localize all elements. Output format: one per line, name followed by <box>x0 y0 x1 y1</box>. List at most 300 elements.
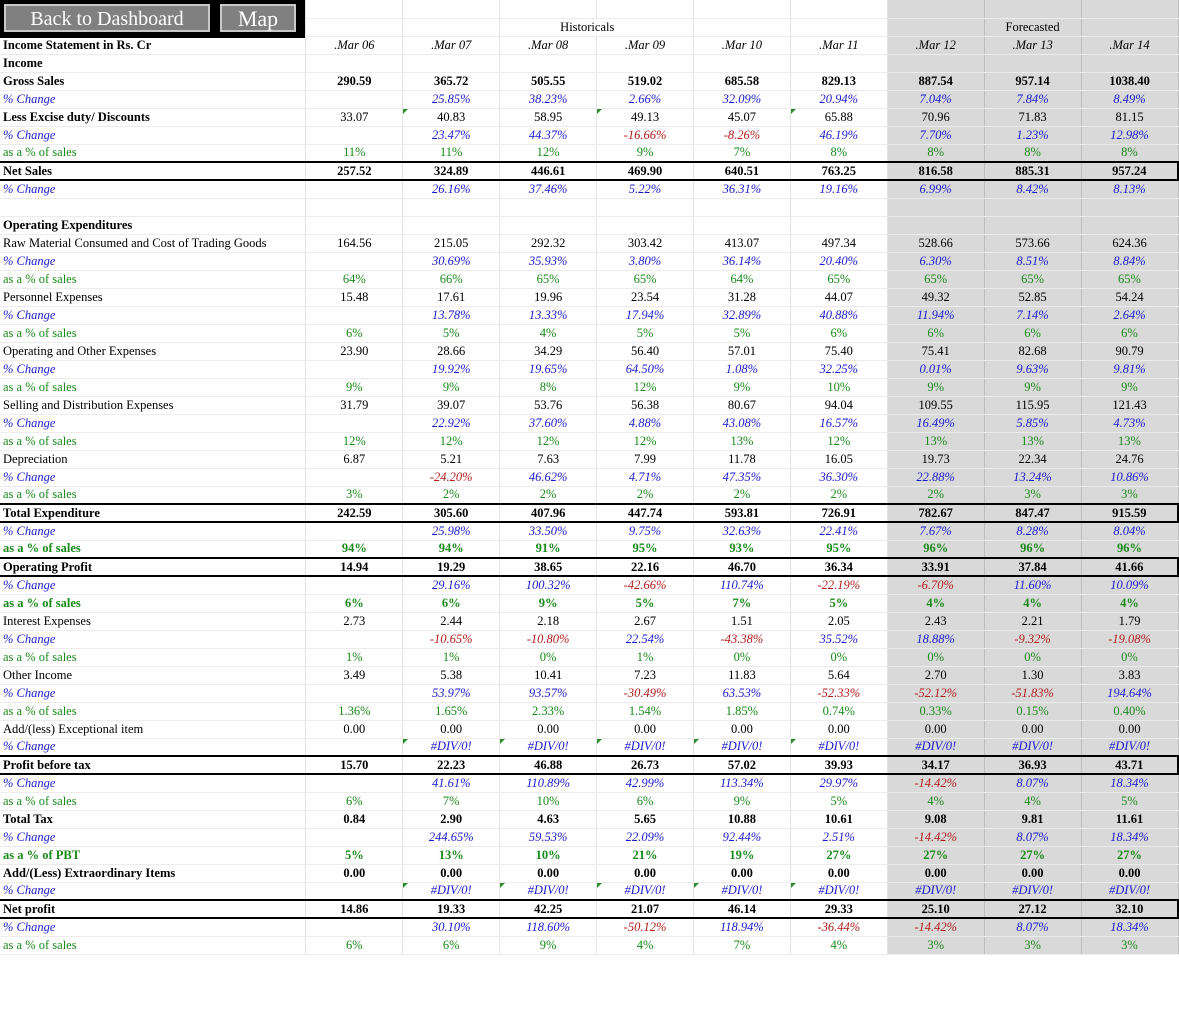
data-cell[interactable]: -10.80% <box>500 630 597 648</box>
column-header[interactable]: .Mar 07 <box>403 36 500 54</box>
data-cell[interactable]: 46.19% <box>790 126 887 144</box>
data-cell[interactable]: 3% <box>984 936 1081 954</box>
data-cell[interactable]: 1.30 <box>984 666 1081 684</box>
data-cell[interactable]: 782.67 <box>887 504 984 522</box>
data-cell[interactable]: 6% <box>306 936 403 954</box>
data-cell[interactable]: 64.50% <box>597 360 694 378</box>
data-cell[interactable]: 8.07% <box>984 828 1081 846</box>
data-cell[interactable]: 0.01% <box>887 360 984 378</box>
data-cell[interactable]: 16.49% <box>887 414 984 432</box>
data-cell[interactable]: 43.08% <box>693 414 790 432</box>
data-cell[interactable] <box>790 198 887 216</box>
data-cell[interactable]: 44.37% <box>500 126 597 144</box>
data-cell[interactable]: 17.61 <box>403 288 500 306</box>
data-cell[interactable]: 109.55 <box>887 396 984 414</box>
data-cell[interactable]: 42.99% <box>597 774 694 792</box>
data-cell[interactable]: 2.90 <box>403 810 500 828</box>
data-cell[interactable]: 19.33 <box>403 900 500 918</box>
data-cell[interactable]: 4% <box>597 936 694 954</box>
data-cell[interactable]: 46.62% <box>500 468 597 486</box>
data-cell[interactable]: 12% <box>500 432 597 450</box>
data-cell[interactable]: -14.42% <box>887 828 984 846</box>
cell[interactable] <box>984 0 1081 18</box>
data-cell[interactable] <box>887 198 984 216</box>
column-header[interactable]: .Mar 11 <box>790 36 887 54</box>
data-cell[interactable]: 18.34% <box>1081 918 1178 936</box>
data-cell[interactable]: -19.08% <box>1081 630 1178 648</box>
row-label[interactable]: % Change <box>0 774 306 792</box>
data-cell[interactable]: 19% <box>693 846 790 864</box>
data-cell[interactable]: 6% <box>887 324 984 342</box>
data-cell[interactable]: 27% <box>1081 846 1178 864</box>
data-cell[interactable]: 4% <box>1081 594 1178 612</box>
row-label[interactable]: % Change <box>0 306 306 324</box>
row-label[interactable]: Operating Profit <box>0 558 306 576</box>
data-cell[interactable]: 59.53% <box>500 828 597 846</box>
data-cell[interactable]: 22.23 <box>403 756 500 774</box>
data-cell[interactable]: 38.65 <box>500 558 597 576</box>
data-cell[interactable]: 5.65 <box>597 810 694 828</box>
data-cell[interactable]: 6% <box>1081 324 1178 342</box>
data-cell[interactable]: 0.00 <box>887 864 984 882</box>
data-cell[interactable]: -36.44% <box>790 918 887 936</box>
data-cell[interactable]: 2.33% <box>500 702 597 720</box>
data-cell[interactable]: 40.83 <box>403 108 500 126</box>
data-cell[interactable]: 8% <box>790 144 887 162</box>
data-cell[interactable]: 8.07% <box>984 918 1081 936</box>
data-cell[interactable]: 92.44% <box>693 828 790 846</box>
data-cell[interactable]: 194.64% <box>1081 684 1178 702</box>
data-cell[interactable]: 847.47 <box>984 504 1081 522</box>
data-cell[interactable]: 18.88% <box>887 630 984 648</box>
data-cell[interactable]: 22.54% <box>597 630 694 648</box>
data-cell[interactable]: 0.00 <box>306 720 403 738</box>
data-cell[interactable]: 15.70 <box>306 756 403 774</box>
row-label[interactable]: % Change <box>0 252 306 270</box>
data-cell[interactable]: 21% <box>597 846 694 864</box>
data-cell[interactable]: 45.07 <box>693 108 790 126</box>
data-cell[interactable]: 0.00 <box>306 864 403 882</box>
row-label[interactable] <box>0 198 306 216</box>
data-cell[interactable]: -50.12% <box>597 918 694 936</box>
data-cell[interactable]: 7.84% <box>984 90 1081 108</box>
data-cell[interactable]: 110.89% <box>500 774 597 792</box>
data-cell[interactable] <box>306 252 403 270</box>
data-cell[interactable]: -51.83% <box>984 684 1081 702</box>
data-cell[interactable]: 6.30% <box>887 252 984 270</box>
row-label[interactable]: as a % of sales <box>0 432 306 450</box>
data-cell[interactable]: 9% <box>1081 378 1178 396</box>
data-cell[interactable] <box>790 216 887 234</box>
data-cell[interactable]: 4% <box>887 594 984 612</box>
data-cell[interactable]: -14.42% <box>887 918 984 936</box>
data-cell[interactable]: 16.57% <box>790 414 887 432</box>
data-cell[interactable]: 110.74% <box>693 576 790 594</box>
data-cell[interactable]: 63.53% <box>693 684 790 702</box>
data-cell[interactable]: 1.08% <box>693 360 790 378</box>
row-label[interactable]: as a % of sales <box>0 144 306 162</box>
data-cell[interactable]: 215.05 <box>403 234 500 252</box>
row-label[interactable]: as a % of sales <box>0 324 306 342</box>
data-cell[interactable]: 36.30% <box>790 468 887 486</box>
row-label[interactable]: as a % of sales <box>0 486 306 504</box>
data-cell[interactable]: 20.40% <box>790 252 887 270</box>
data-cell[interactable]: 49.13 <box>597 108 694 126</box>
row-label[interactable]: Total Expenditure <box>0 504 306 522</box>
data-cell[interactable]: 36.31% <box>693 180 790 198</box>
data-cell[interactable]: #DIV/0! <box>887 882 984 900</box>
data-cell[interactable] <box>306 216 403 234</box>
data-cell[interactable]: 32.10 <box>1081 900 1178 918</box>
row-label[interactable]: Less Excise duty/ Discounts <box>0 108 306 126</box>
row-label[interactable]: Gross Sales <box>0 72 306 90</box>
data-cell[interactable]: 9% <box>693 378 790 396</box>
data-cell[interactable]: #DIV/0! <box>693 738 790 756</box>
data-cell[interactable]: 14.86 <box>306 900 403 918</box>
cell[interactable] <box>597 0 694 18</box>
row-label[interactable]: as a % of sales <box>0 540 306 558</box>
data-cell[interactable]: 5% <box>790 594 887 612</box>
data-cell[interactable] <box>306 360 403 378</box>
data-cell[interactable]: 39.93 <box>790 756 887 774</box>
row-label[interactable]: % Change <box>0 630 306 648</box>
data-cell[interactable] <box>597 198 694 216</box>
column-header[interactable]: .Mar 12 <box>887 36 984 54</box>
data-cell[interactable]: 95% <box>597 540 694 558</box>
data-cell[interactable]: 42.25 <box>500 900 597 918</box>
data-cell[interactable]: 19.73 <box>887 450 984 468</box>
data-cell[interactable] <box>693 54 790 72</box>
data-cell[interactable]: 22.34 <box>984 450 1081 468</box>
data-cell[interactable]: 0.84 <box>306 810 403 828</box>
data-cell[interactable]: #DIV/0! <box>887 738 984 756</box>
data-cell[interactable]: 0.00 <box>790 720 887 738</box>
data-cell[interactable]: 113.34% <box>693 774 790 792</box>
data-cell[interactable]: 915.59 <box>1081 504 1178 522</box>
data-cell[interactable]: 17.94% <box>597 306 694 324</box>
data-cell[interactable]: 1.36% <box>306 702 403 720</box>
cell[interactable] <box>693 0 790 18</box>
data-cell[interactable] <box>403 216 500 234</box>
row-label[interactable]: Interest Expenses <box>0 612 306 630</box>
data-cell[interactable]: 29.16% <box>403 576 500 594</box>
data-cell[interactable]: 5.85% <box>984 414 1081 432</box>
data-cell[interactable]: 1% <box>597 648 694 666</box>
data-cell[interactable]: 13.24% <box>984 468 1081 486</box>
data-cell[interactable]: 624.36 <box>1081 234 1178 252</box>
data-cell[interactable]: 8.13% <box>1081 180 1178 198</box>
data-cell[interactable] <box>306 468 403 486</box>
data-cell[interactable]: 4% <box>984 594 1081 612</box>
data-cell[interactable]: -10.65% <box>403 630 500 648</box>
row-label[interactable]: Net Sales <box>0 162 306 180</box>
data-cell[interactable]: 26.16% <box>403 180 500 198</box>
data-cell[interactable]: 2% <box>693 486 790 504</box>
data-cell[interactable]: 7.14% <box>984 306 1081 324</box>
row-label[interactable]: as a % of sales <box>0 702 306 720</box>
data-cell[interactable]: 2.05 <box>790 612 887 630</box>
data-cell[interactable]: 46.70 <box>693 558 790 576</box>
data-cell[interactable] <box>306 882 403 900</box>
data-cell[interactable]: 70.96 <box>887 108 984 126</box>
row-label[interactable]: % Change <box>0 576 306 594</box>
data-cell[interactable]: 5% <box>790 792 887 810</box>
data-cell[interactable]: 37.46% <box>500 180 597 198</box>
data-cell[interactable] <box>984 216 1081 234</box>
row-label[interactable]: % Change <box>0 918 306 936</box>
data-cell[interactable]: 19.96 <box>500 288 597 306</box>
data-cell[interactable]: 10.41 <box>500 666 597 684</box>
data-cell[interactable]: 19.65% <box>500 360 597 378</box>
data-cell[interactable]: 7.23 <box>597 666 694 684</box>
data-cell[interactable]: #DIV/0! <box>500 738 597 756</box>
data-cell[interactable]: 7.99 <box>597 450 694 468</box>
data-cell[interactable] <box>1081 54 1178 72</box>
row-label[interactable]: as a % of sales <box>0 936 306 954</box>
data-cell[interactable]: 3% <box>984 486 1081 504</box>
data-cell[interactable]: 957.14 <box>984 72 1081 90</box>
data-cell[interactable]: 0.00 <box>887 720 984 738</box>
data-cell[interactable]: -42.66% <box>597 576 694 594</box>
data-cell[interactable]: 0.00 <box>500 720 597 738</box>
data-cell[interactable] <box>1081 198 1178 216</box>
data-cell[interactable]: 407.96 <box>500 504 597 522</box>
data-cell[interactable]: #DIV/0! <box>790 882 887 900</box>
data-cell[interactable]: 13.78% <box>403 306 500 324</box>
data-cell[interactable]: -30.49% <box>597 684 694 702</box>
data-cell[interactable]: 20.94% <box>790 90 887 108</box>
column-header[interactable]: .Mar 10 <box>693 36 790 54</box>
row-label[interactable]: Net profit <box>0 900 306 918</box>
data-cell[interactable]: 2.64% <box>1081 306 1178 324</box>
data-cell[interactable]: 23.54 <box>597 288 694 306</box>
cell[interactable] <box>306 0 403 18</box>
data-cell[interactable]: -22.19% <box>790 576 887 594</box>
cell[interactable] <box>790 0 887 18</box>
data-cell[interactable]: 4.73% <box>1081 414 1178 432</box>
cell[interactable] <box>887 0 984 18</box>
data-cell[interactable]: 28.66 <box>403 342 500 360</box>
data-cell[interactable]: 33.91 <box>887 558 984 576</box>
data-cell[interactable] <box>984 54 1081 72</box>
data-cell[interactable]: -52.12% <box>887 684 984 702</box>
data-cell[interactable]: 22.92% <box>403 414 500 432</box>
data-cell[interactable]: 80.67 <box>693 396 790 414</box>
data-cell[interactable]: 96% <box>1081 540 1178 558</box>
row-label[interactable]: Depreciation <box>0 450 306 468</box>
cell[interactable] <box>1081 18 1178 36</box>
row-label[interactable]: % Change <box>0 414 306 432</box>
data-cell[interactable]: 6% <box>306 792 403 810</box>
data-cell[interactable]: 4.63 <box>500 810 597 828</box>
row-label[interactable]: % Change <box>0 468 306 486</box>
data-cell[interactable]: 0.00 <box>693 864 790 882</box>
data-cell[interactable]: 13% <box>887 432 984 450</box>
row-label[interactable]: Selling and Distribution Expenses <box>0 396 306 414</box>
data-cell[interactable]: 65% <box>790 270 887 288</box>
data-cell[interactable]: -43.38% <box>693 630 790 648</box>
data-cell[interactable]: 46.88 <box>500 756 597 774</box>
data-cell[interactable]: #DIV/0! <box>1081 882 1178 900</box>
data-cell[interactable]: 75.41 <box>887 342 984 360</box>
data-cell[interactable]: 25.98% <box>403 522 500 540</box>
data-cell[interactable]: 519.02 <box>597 72 694 90</box>
data-cell[interactable] <box>306 774 403 792</box>
data-cell[interactable]: 8.84% <box>1081 252 1178 270</box>
data-cell[interactable]: 18.34% <box>1081 828 1178 846</box>
data-cell[interactable]: 9.08 <box>887 810 984 828</box>
data-cell[interactable] <box>306 198 403 216</box>
data-cell[interactable]: 8.04% <box>1081 522 1178 540</box>
row-label[interactable]: Total Tax <box>0 810 306 828</box>
data-cell[interactable] <box>306 414 403 432</box>
data-cell[interactable]: 9.75% <box>597 522 694 540</box>
data-cell[interactable]: 23.90 <box>306 342 403 360</box>
row-label[interactable]: as a % of PBT <box>0 846 306 864</box>
data-cell[interactable]: 27% <box>984 846 1081 864</box>
data-cell[interactable]: 30.69% <box>403 252 500 270</box>
data-cell[interactable]: 3.83 <box>1081 666 1178 684</box>
data-cell[interactable]: 53.97% <box>403 684 500 702</box>
data-cell[interactable]: 71.83 <box>984 108 1081 126</box>
data-cell[interactable]: 13.33% <box>500 306 597 324</box>
data-cell[interactable]: 65.88 <box>790 108 887 126</box>
column-header[interactable]: .Mar 08 <box>500 36 597 54</box>
data-cell[interactable]: 9% <box>984 378 1081 396</box>
data-cell[interactable]: 94.04 <box>790 396 887 414</box>
data-cell[interactable]: 25.85% <box>403 90 500 108</box>
data-cell[interactable]: 13% <box>693 432 790 450</box>
row-label[interactable]: as a % of sales <box>0 792 306 810</box>
data-cell[interactable]: 65% <box>984 270 1081 288</box>
data-cell[interactable]: 91% <box>500 540 597 558</box>
data-cell[interactable]: 12% <box>403 432 500 450</box>
data-cell[interactable]: 11.61 <box>1081 810 1178 828</box>
data-cell[interactable] <box>306 828 403 846</box>
data-cell[interactable]: #DIV/0! <box>693 882 790 900</box>
data-cell[interactable]: 39.07 <box>403 396 500 414</box>
data-cell[interactable]: 5.64 <box>790 666 887 684</box>
data-cell[interactable]: 505.55 <box>500 72 597 90</box>
data-cell[interactable]: 66% <box>403 270 500 288</box>
data-cell[interactable]: 21.07 <box>597 900 694 918</box>
data-cell[interactable] <box>693 198 790 216</box>
cell[interactable] <box>403 18 500 36</box>
data-cell[interactable]: 35.52% <box>790 630 887 648</box>
data-cell[interactable]: 9.81% <box>1081 360 1178 378</box>
data-cell[interactable] <box>306 576 403 594</box>
data-cell[interactable] <box>1081 216 1178 234</box>
data-cell[interactable]: 41.61% <box>403 774 500 792</box>
data-cell[interactable]: 5% <box>693 324 790 342</box>
data-cell[interactable]: 32.09% <box>693 90 790 108</box>
data-cell[interactable]: 1% <box>306 648 403 666</box>
data-cell[interactable]: 2.51% <box>790 828 887 846</box>
data-cell[interactable]: 32.25% <box>790 360 887 378</box>
data-cell[interactable]: 8% <box>984 144 1081 162</box>
data-cell[interactable]: 0.00 <box>403 720 500 738</box>
data-cell[interactable]: 0% <box>887 648 984 666</box>
data-cell[interactable]: 2% <box>597 486 694 504</box>
data-cell[interactable] <box>500 216 597 234</box>
data-cell[interactable]: #DIV/0! <box>1081 738 1178 756</box>
data-cell[interactable]: 7% <box>693 144 790 162</box>
column-header[interactable]: .Mar 06 <box>306 36 403 54</box>
data-cell[interactable]: 2.66% <box>597 90 694 108</box>
data-cell[interactable]: 9% <box>693 792 790 810</box>
data-cell[interactable]: 0% <box>693 648 790 666</box>
cell[interactable] <box>790 18 887 36</box>
data-cell[interactable]: 19.29 <box>403 558 500 576</box>
data-cell[interactable]: 4% <box>887 792 984 810</box>
row-label[interactable]: Personnel Expenses <box>0 288 306 306</box>
data-cell[interactable]: 2.44 <box>403 612 500 630</box>
row-label[interactable]: % Change <box>0 684 306 702</box>
data-cell[interactable]: 7.70% <box>887 126 984 144</box>
data-cell[interactable]: 292.32 <box>500 234 597 252</box>
data-cell[interactable]: 27% <box>790 846 887 864</box>
data-cell[interactable]: 40.88% <box>790 306 887 324</box>
data-cell[interactable]: 30.10% <box>403 918 500 936</box>
data-cell[interactable]: 94% <box>403 540 500 558</box>
data-cell[interactable]: 7% <box>693 594 790 612</box>
data-cell[interactable]: 8% <box>1081 144 1178 162</box>
data-cell[interactable]: 763.25 <box>790 162 887 180</box>
data-cell[interactable]: 64% <box>693 270 790 288</box>
row-label[interactable]: % Change <box>0 882 306 900</box>
data-cell[interactable]: 12% <box>597 432 694 450</box>
data-cell[interactable]: 95% <box>790 540 887 558</box>
data-cell[interactable]: 469.90 <box>597 162 694 180</box>
data-cell[interactable]: 9.63% <box>984 360 1081 378</box>
row-label[interactable]: as a % of sales <box>0 594 306 612</box>
data-cell[interactable]: 100.32% <box>500 576 597 594</box>
data-cell[interactable]: 44.07 <box>790 288 887 306</box>
data-cell[interactable]: 0% <box>984 648 1081 666</box>
row-label[interactable]: Raw Material Consumed and Cost of Trading Goods <box>0 234 306 252</box>
data-cell[interactable] <box>790 54 887 72</box>
data-cell[interactable]: 1.51 <box>693 612 790 630</box>
row-label[interactable]: as a % of sales <box>0 378 306 396</box>
data-cell[interactable]: 82.68 <box>984 342 1081 360</box>
data-cell[interactable] <box>306 630 403 648</box>
data-cell[interactable]: 3% <box>1081 486 1178 504</box>
data-cell[interactable]: 4.88% <box>597 414 694 432</box>
data-cell[interactable] <box>597 216 694 234</box>
data-cell[interactable]: 13% <box>403 846 500 864</box>
data-cell[interactable]: 365.72 <box>403 72 500 90</box>
data-cell[interactable]: #DIV/0! <box>597 738 694 756</box>
cell[interactable] <box>500 0 597 18</box>
data-cell[interactable] <box>306 918 403 936</box>
data-cell[interactable]: 8% <box>887 144 984 162</box>
data-cell[interactable]: 0.00 <box>984 864 1081 882</box>
data-cell[interactable]: 5% <box>403 324 500 342</box>
data-cell[interactable] <box>403 54 500 72</box>
row-label[interactable]: % Change <box>0 126 306 144</box>
data-cell[interactable]: 640.51 <box>693 162 790 180</box>
data-cell[interactable]: 53.76 <box>500 396 597 414</box>
data-cell[interactable]: 164.56 <box>306 234 403 252</box>
data-cell[interactable]: 9% <box>887 378 984 396</box>
data-cell[interactable]: 23.47% <box>403 126 500 144</box>
row-label[interactable]: % Change <box>0 90 306 108</box>
cell[interactable] <box>693 18 790 36</box>
data-cell[interactable]: 0.00 <box>500 864 597 882</box>
data-cell[interactable]: 12.98% <box>1081 126 1178 144</box>
data-cell[interactable]: 57.02 <box>693 756 790 774</box>
column-header[interactable]: .Mar 14 <box>1081 36 1178 54</box>
